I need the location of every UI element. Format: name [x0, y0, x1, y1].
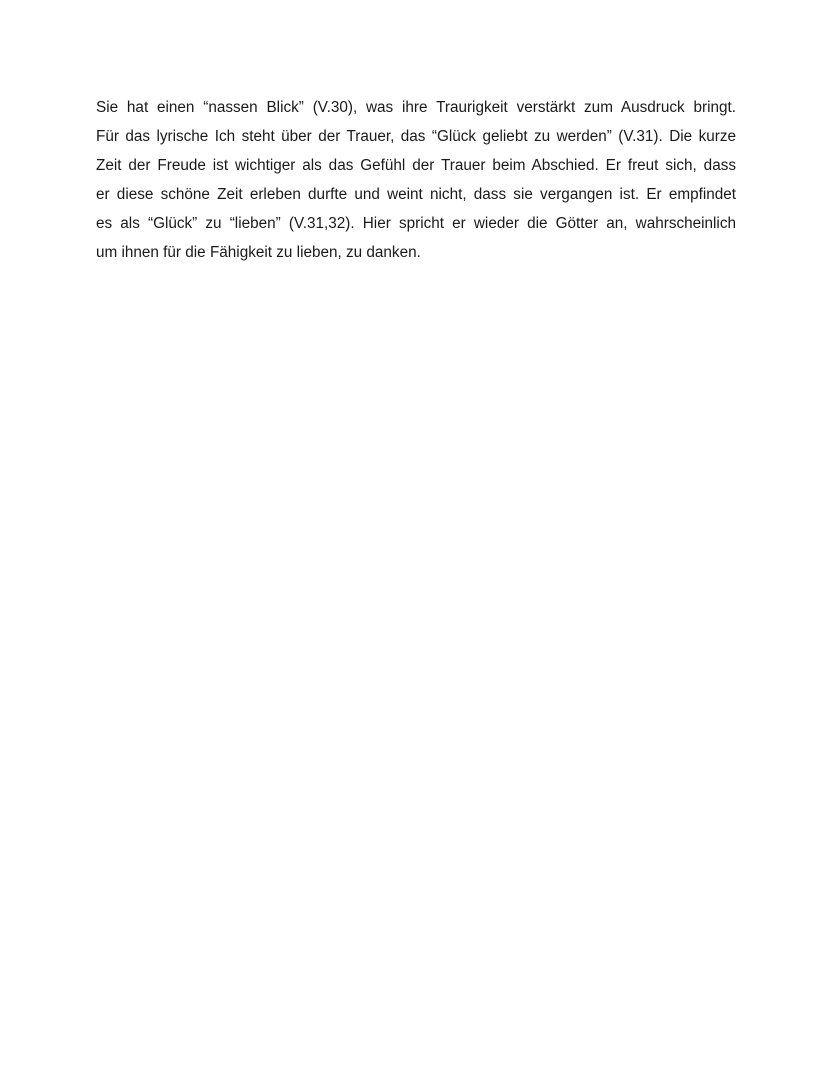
paragraph-line-1: Sie hat einen “nassen Blick” (V.30), was ihre Traurigkeit verstärkt zum Ausdruck bringt. — [96, 99, 736, 116]
paragraph-line-2: Für das lyrische Ich steht über der Trauer, das “Glück geliebt zu werden” (V.31). Die kurze — [96, 128, 736, 145]
paragraph-line-6: um ihnen für die Fähigkeit zu lieben, zu danken. — [96, 244, 421, 261]
paragraph-line-4: er diese schöne Zeit erleben durfte und weint nicht, dass sie vergangen ist. Er empfindet — [96, 186, 736, 203]
paragraph-line-5: es als “Glück” zu “lieben” (V.31,32). Hier spricht er wieder die Götter an, wahrscheinlich — [96, 215, 736, 232]
body-paragraph — [96, 93, 736, 267]
paragraph-line-3: Zeit der Freude ist wichtiger als das Gefühl der Trauer beim Abschied. Er freut sich, dass — [96, 157, 736, 174]
